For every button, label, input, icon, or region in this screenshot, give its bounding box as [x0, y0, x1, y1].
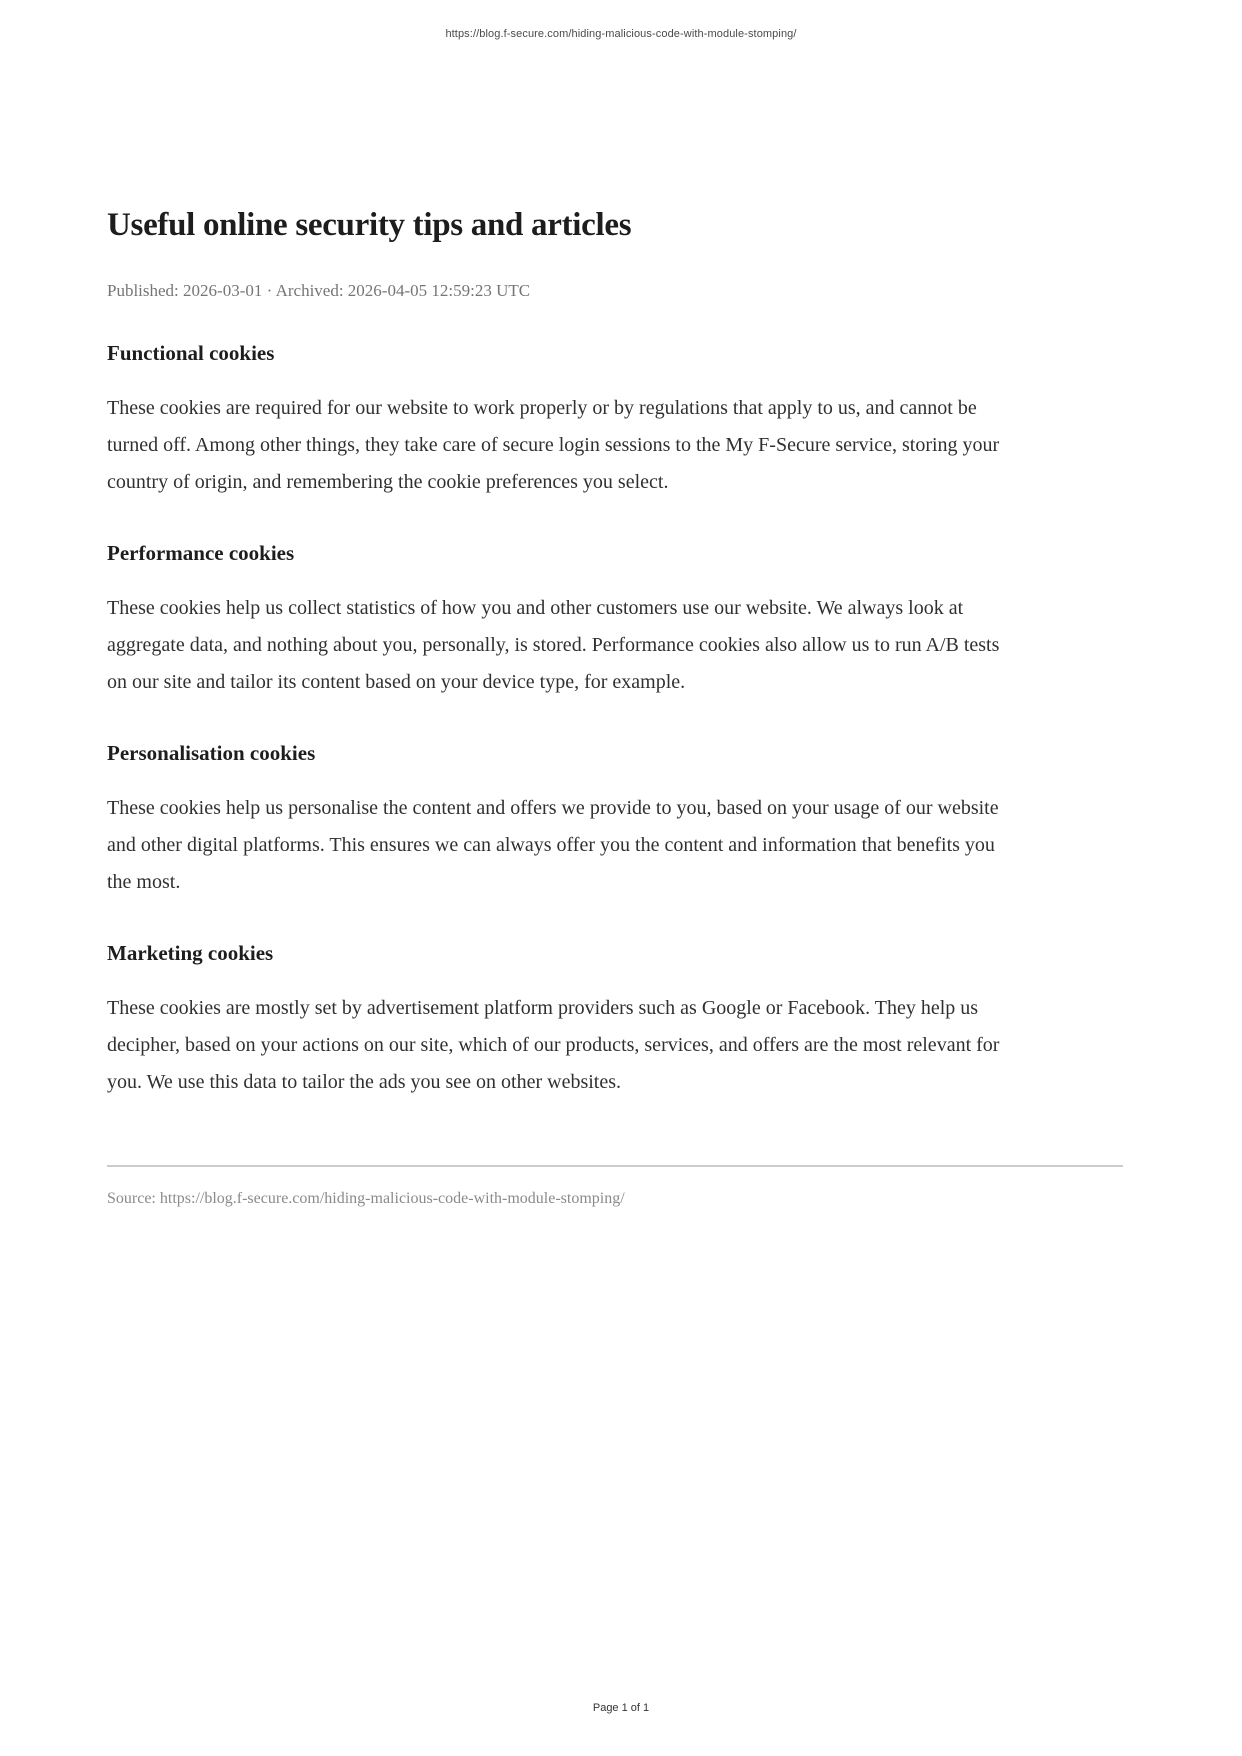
section-heading: Marketing cookies — [107, 941, 274, 965]
footer-page-number: Page 1 of 1 — [592, 1702, 650, 1714]
section-personalisation-cookies — [107, 741, 1123, 901]
section-body: These cookies help us personalise the content and offers we provide to you, based on your usage of our website and other digital platforms. This ensures we can always offer you the content and information that benefits you the most. — [107, 797, 999, 893]
print-header-url: https://blog.f-secure.com/hiding-malicious-code-with-module-stomping/ — [445, 28, 797, 40]
page-title: Useful online security tips and articles — [107, 207, 632, 243]
divider — [107, 1165, 1123, 1167]
section-performance-cookies — [107, 541, 1123, 701]
article-content — [107, 205, 1123, 1209]
section-body: These cookies are mostly set by advertisement platform providers such as Google or Facebook. They help us decipher, based on your actions on our site, which of our products, services, and offers are the most relevant for you. We use this data to tailor the ads you see on other websites. — [107, 997, 1000, 1093]
source-line: Source: https://blog.f-secure.com/hiding-malicious-code-with-module-stomping/ — [107, 1190, 625, 1207]
section-heading: Performance cookies — [107, 541, 295, 565]
section-heading: Functional cookies — [107, 341, 275, 365]
publish-archive-meta: Published: 2026-03-01 · Archived: 2026-04-05 12:59:23 UTC — [107, 281, 531, 300]
section-marketing-cookies — [107, 941, 1123, 1101]
section-body: These cookies help us collect statistics of how you and other customers use our website. We always look at aggregate data, and nothing about you, personally, is stored. Performance cookies also allow us to run A/B tests on our site and tailor its content based on your device type, for example. — [107, 597, 1000, 693]
section-heading: Personalisation cookies — [107, 741, 316, 765]
section-body: These cookies are required for our website to work properly or by regulations that apply to us, and cannot be turned off. Among other things, they take care of secure login sessions to the My F-Secure service, storing your country of origin, and remembering the cookie preferences you select. — [107, 397, 1000, 493]
section-functional-cookies — [107, 341, 1123, 501]
